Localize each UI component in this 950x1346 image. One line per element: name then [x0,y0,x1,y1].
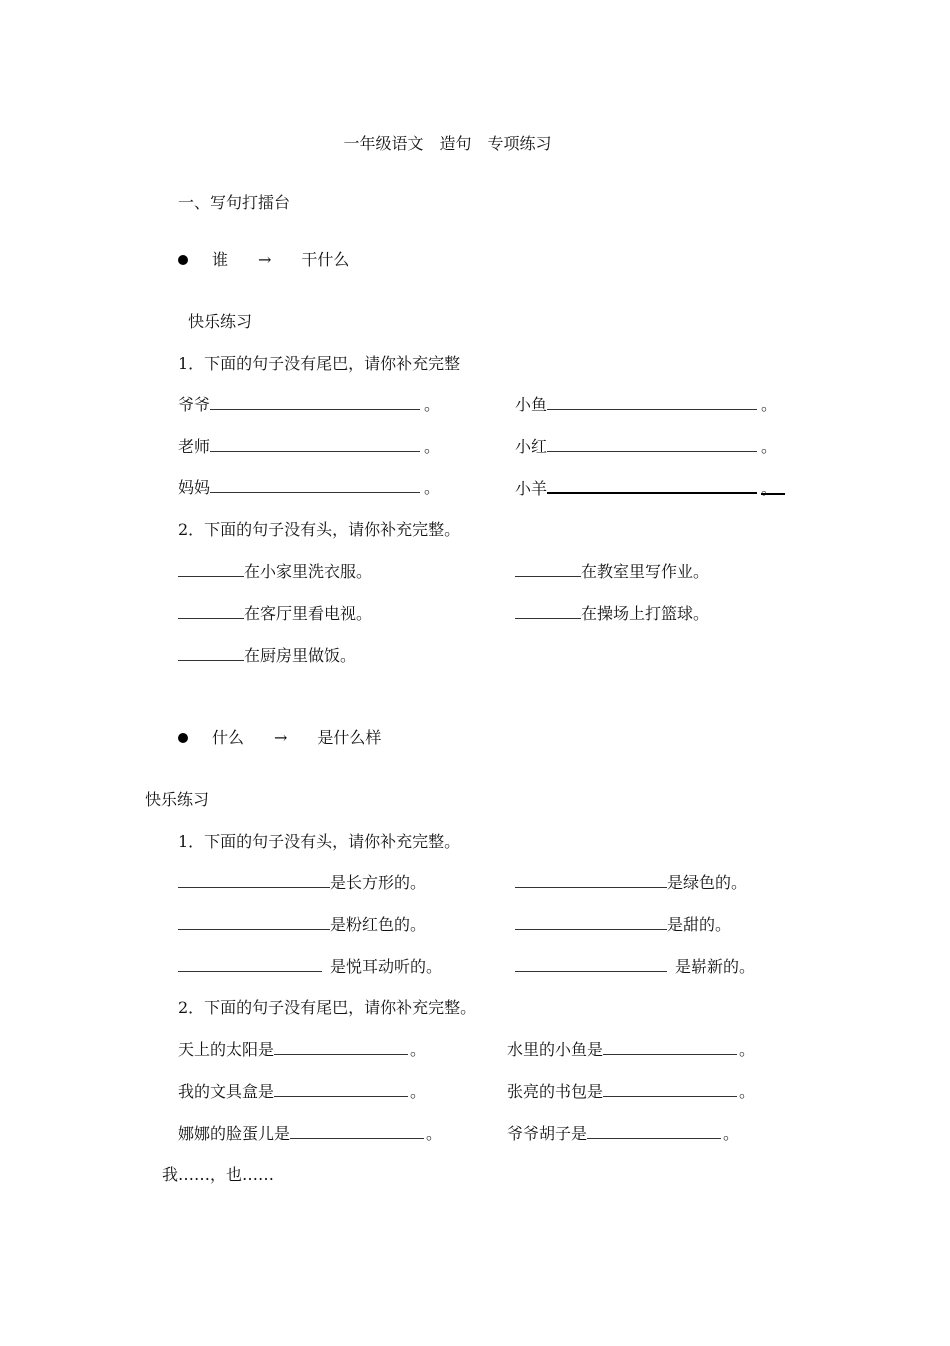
sentence-row [515,437,777,457]
section-heading: 一、写句打擂台 [178,193,291,212]
sentence-end: 。 [723,1124,740,1143]
pattern-wo-ye: 我……，也…… [162,1165,275,1184]
pattern-subject: 什么 [212,728,245,747]
sentence-row [178,395,440,415]
sentence-end: 在小家里洗衣服。 [244,562,373,581]
sentence-start: 老师 [178,437,211,456]
sentence-row [515,873,747,893]
sentence-row [178,562,372,582]
sentence-row [178,604,372,624]
fill-blank[interactable] [178,604,244,619]
sentence-end: 在客厅里看电视。 [244,604,373,623]
question-prompt: 2．下面的句子没有尾巴，请你补充完整。 [178,998,477,1017]
sentence-end: 。 [410,1082,427,1101]
sentence-start: 张亮的书包是 [507,1082,604,1101]
sentence-end: 是甜的。 [667,915,732,934]
sentence-start: 爷爷胡子是 [507,1124,588,1143]
pattern-what-is-like [178,728,381,748]
sentence-row [178,437,440,457]
fill-blank[interactable] [210,395,420,410]
sentence-row [515,915,731,935]
fill-blank[interactable] [178,915,330,930]
pattern-subject: 谁 [212,250,229,269]
fill-blank[interactable] [547,478,757,494]
sentence-start: 妈妈 [178,478,211,497]
sentence-end: 。 [739,1082,756,1101]
arrow-icon: → [274,728,288,747]
sentence-start: 天上的太阳是 [178,1040,275,1059]
fill-blank[interactable] [290,1124,424,1139]
sentence-end: 。 [761,395,778,414]
sentence-end: 是悦耳动听的。 [330,957,443,976]
pattern-who-does-what [178,250,349,270]
fill-blank[interactable] [274,1040,408,1055]
fill-blank[interactable] [178,562,244,577]
fill-blank[interactable] [547,437,757,452]
fill-blank[interactable] [515,915,667,930]
sentence-row [178,1040,426,1060]
sentence-start: 小羊 [515,479,548,498]
fill-blank[interactable] [178,957,322,972]
sentence-row [178,646,356,666]
fill-blank[interactable] [210,437,420,452]
sentence-end: 是崭新的。 [675,957,756,976]
sentence-end: 是长方形的。 [330,873,427,892]
fill-blank[interactable] [178,873,330,888]
sentence-end: 在厨房里做饭。 [244,646,357,665]
practice-title: 快乐练习 [188,312,253,331]
sentence-start: 爷爷 [178,395,211,414]
fill-blank[interactable] [587,1124,721,1139]
sentence-end: 。 [424,395,441,414]
sentence-row [507,1124,739,1144]
sentence-end: 。 [761,437,778,456]
sentence-row [515,562,709,582]
fill-blank[interactable] [515,562,581,577]
fill-blank[interactable] [603,1082,737,1097]
practice-title: 快乐练习 [145,790,210,809]
fill-blank[interactable] [515,873,667,888]
fill-blank[interactable] [515,604,581,619]
question-prompt: 1．下面的句子没有尾巴，请你补充完整 [178,354,461,373]
sentence-row [178,915,426,935]
fill-blank[interactable] [178,646,244,661]
sentence-end: 在教室里写作业。 [581,562,710,581]
sentence-start: 我的文具盒是 [178,1082,275,1101]
sentence-end: 。 [761,479,785,495]
bullet-icon [178,733,188,743]
fill-blank[interactable] [515,957,667,972]
sentence-row [178,1082,426,1102]
pattern-predicate: 是什么样 [317,728,382,747]
pattern-predicate: 干什么 [301,250,350,269]
sentence-row [515,478,785,499]
fill-blank[interactable] [547,395,757,410]
question-prompt: 2．下面的句子没有头，请你补充完整。 [178,520,461,539]
fill-blank[interactable] [603,1040,737,1055]
sentence-row [515,957,755,977]
sentence-row [507,1082,755,1102]
sentence-start: 小鱼 [515,395,548,414]
sentence-end: 是粉红色的。 [330,915,427,934]
sentence-end: 。 [424,478,441,497]
sentence-end: 是绿色的。 [667,873,748,892]
arrow-icon: → [258,250,272,269]
sentence-row [178,478,440,498]
sentence-start: 娜娜的脸蛋儿是 [178,1124,291,1143]
fill-blank[interactable] [210,478,420,493]
page-title: 一年级语文 造句 专项练习 [343,134,552,153]
sentence-end: 。 [410,1040,427,1059]
sentence-row [178,873,426,893]
fill-blank[interactable] [274,1082,408,1097]
question-prompt: 1．下面的句子没有头，请你补充完整。 [178,832,461,851]
sentence-row [515,395,777,415]
sentence-end: 。 [424,437,441,456]
sentence-row [515,604,709,624]
sentence-end: 。 [426,1124,443,1143]
sentence-row [507,1040,755,1060]
bullet-icon [178,255,188,265]
sentence-row [178,957,442,977]
sentence-start: 水里的小鱼是 [507,1040,604,1059]
sentence-end: 。 [739,1040,756,1059]
sentence-row [178,1124,442,1144]
sentence-start: 小红 [515,437,548,456]
sentence-end: 在操场上打篮球。 [581,604,710,623]
